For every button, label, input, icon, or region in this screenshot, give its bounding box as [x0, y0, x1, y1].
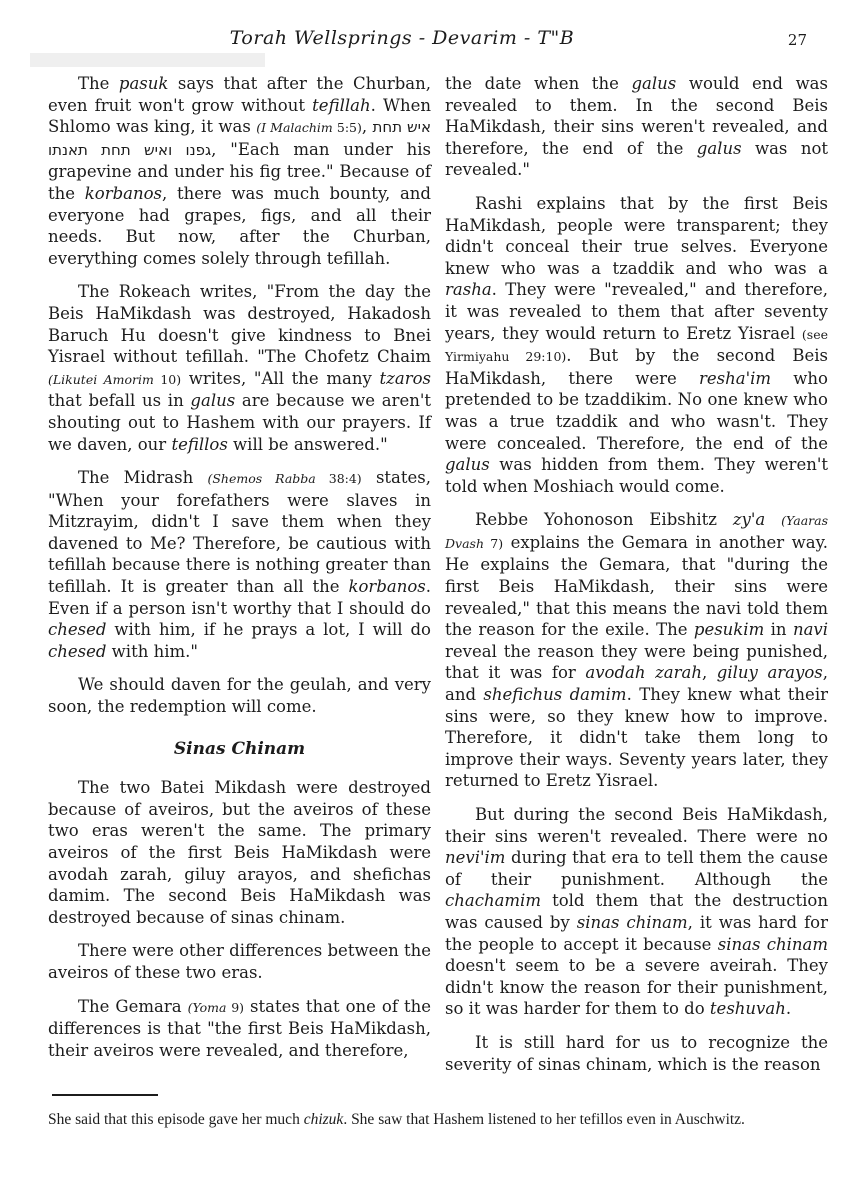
text-run: during that era to tell them the cause of their punishment. Although the [445, 848, 828, 889]
citation: (Yoma [187, 999, 227, 1015]
text-run: The Midrash [78, 468, 208, 488]
text-run: writes, "All the many [181, 368, 380, 388]
citation: (Likutei Amorim [48, 371, 154, 387]
text-run [765, 510, 781, 529]
italic-term: korbanos [348, 577, 426, 597]
left-column [48, 73, 431, 1087]
paragraph [445, 509, 828, 792]
italic-term: navi [792, 620, 828, 640]
text-run: , it was hard for the people to accept it because [445, 912, 829, 954]
text-run: We should daven for the geulah, and very soon, the redemption will come. [48, 675, 431, 717]
text-run: says that after the Churban, even fruit won't grow without [48, 74, 431, 115]
paragraph [48, 281, 431, 455]
text-run: was not revealed." [445, 138, 829, 180]
text-run: . They knew what their sins were, so they knew how to improve. Therefore, it didn't take them long to improve their ways. Seventy years later, they returned to Eretz Yisrael. [445, 685, 828, 791]
citation: 38:4) [315, 471, 362, 487]
text-run: , there was much bounty, and everyone had grapes, figs, and all their needs. But now, after the Churban, everything comes solely through tefillah. [48, 183, 431, 268]
paragraph [48, 674, 431, 717]
text-run: . But by the second Beis HaMikdash, there were [445, 346, 828, 388]
page-title: Torah Wellsprings - Devarim - T"B [229, 27, 575, 49]
italic-term: galus [631, 74, 677, 93]
text-run: in [764, 620, 793, 640]
text-run: The [78, 74, 119, 93]
italic-term: tefillah [312, 95, 371, 115]
footnote-text [48, 1107, 828, 1132]
citation: (see Yirmiyahu 29:10) [445, 326, 828, 365]
text-run: would end was revealed to them. In the second Beis HaMikdash, their sins weren't revealed, and therefore, the end of the [445, 74, 828, 158]
italic-term: rasha [445, 280, 492, 300]
text-run: explains the Gemara in another way. He explains the Gemara, that "during the first Beis HaMikdash, their sins were revealed," that this means the navi told them the reason for the exile. The [445, 532, 828, 640]
text-run: , "Each man under his grapevine and under his fig tree." Because of the [48, 139, 431, 203]
text-run: that befall us in [48, 391, 191, 411]
text-run: . When Shlomo was king, it was [48, 95, 432, 137]
text-run: The Gemara [78, 996, 188, 1016]
citation: (Yaaras Dvash [445, 513, 828, 551]
italic-term: tefillos [171, 434, 228, 454]
text-run: , [701, 663, 717, 683]
text-run: are because we aren't shouting out to Hashem with our prayers. If we daven, our [48, 391, 431, 454]
citation: (I Malachim [256, 120, 333, 136]
text-run: She said that this episode gave her much [48, 1111, 304, 1128]
italic-term: chesed [48, 641, 107, 661]
text-run: There were other differences between the aveiros of these two eras. [48, 941, 431, 982]
paragraph [445, 1032, 828, 1075]
text-run: with him, if he prays a lot, I will do [106, 620, 431, 640]
hebrew-phrase: איש תחת גפנו ואיש תחת תאנתו [48, 118, 431, 159]
text-run: , and [445, 663, 828, 705]
citation: 9) [226, 999, 245, 1015]
italic-term: tzaros [379, 368, 431, 388]
paragraph [48, 996, 431, 1062]
text-run: the date when the [445, 74, 632, 93]
paragraph [48, 940, 431, 983]
right-column [445, 73, 828, 1087]
scan-artifact [30, 53, 265, 67]
text-run: The two Batei Mikdash were destroyed because of aveiros, but the aveiros of these two eras weren't the same. The primary aveiros of the first Beis HaMikdash were avodah zarah, giluy arayos, and shefichas damim. The second Beis HaMikdash was destroyed because of sinas chinam. [48, 778, 431, 927]
italic-term: galus [190, 391, 236, 411]
italic-term: chesed [48, 620, 107, 640]
text-run: . Even if a person isn't worthy that I should do [48, 577, 431, 618]
italic-term: galus [445, 455, 490, 475]
text-run: reveal the reason they were being punished, that it was for [445, 641, 828, 683]
text-run: Rebbe Yohonoson Eibshitz [475, 510, 733, 530]
footnote-separator [52, 1094, 158, 1096]
italic-term: shefichus damim [483, 685, 627, 705]
paragraph [48, 777, 431, 928]
text-run: told them that the destruction was caused by [445, 891, 828, 932]
text-run: states, "When your forefathers were slaves in Mitzrayim, didn't I save them when they davened to Me? Therefore, be cautious with tefillah because there is nothing greater than tefillah. It is greater than all the [48, 468, 431, 597]
paragraph [48, 467, 431, 662]
italic-term: giluy arayos [716, 663, 823, 683]
page-number: 27 [787, 31, 807, 49]
italic-term: sinas chinam [576, 912, 688, 932]
italic-term: galus [696, 138, 742, 158]
italic-term: teshuvah [709, 999, 786, 1019]
text-run: . [785, 999, 792, 1019]
italic-term: pesukim [693, 620, 765, 640]
section-heading: Sinas Chinam [173, 738, 306, 759]
text-run: , [361, 117, 373, 137]
text-run: with him." [106, 641, 198, 661]
text-columns [48, 73, 828, 1087]
citation: (Shemos Rabba [207, 471, 316, 487]
text-run: states that one of the differences is that "the first Beis HaMikdash, their aveiros were revealed, and therefore, [48, 996, 431, 1060]
paragraph [445, 73, 828, 181]
italic-term: pasuk [118, 74, 169, 93]
paragraph [445, 193, 828, 497]
italic-term: korbanos [84, 183, 163, 203]
text-run: who pretended to be tzaddikim. No one knew who was a true tzaddik and who wasn't. They were concealed. Therefore, the end of the [445, 368, 828, 453]
text-run: doesn't seem to be a severe aveirah. They didn't know the reason for their punishment, so it was harder for them to do [445, 956, 828, 1019]
citation: 5:5) [332, 120, 362, 136]
text-run: It is still hard for us to recognize the severity of sinas chinam, which is the reason [445, 1032, 828, 1074]
text-run: But during the second Beis HaMikdash, their sins weren't revealed. There were no [445, 805, 828, 846]
text-run: was hidden from them. They weren't told when Moshiach would come. [445, 455, 828, 496]
text-run: Rashi explains that by the first Beis HaMikdash, people were transparent; they didn't conceal their true selves. Everyone knew who was a tzaddik and who was a [445, 193, 828, 278]
italic-term: resha'im [699, 368, 772, 388]
italic-term: zy'a [732, 510, 766, 530]
citation: 7) [484, 535, 504, 551]
italic-term: chizuk [303, 1111, 344, 1128]
citation: 10) [153, 371, 182, 387]
italic-term: nevi'im [445, 848, 506, 868]
text-run: will be answered." [227, 434, 388, 454]
italic-term: avodah zarah [585, 663, 702, 683]
paragraph [445, 804, 828, 1020]
text-run: . She saw that Hashem listened to her tefillos even in Auschwitz. [343, 1111, 745, 1128]
text-run: . They were "revealed," and therefore, it was revealed to them that after seventy years, they would return to Eretz Yisrael [445, 280, 828, 343]
italic-term: chachamim [445, 891, 541, 911]
paragraph [48, 73, 431, 269]
text-run: The Rokeach writes, "From the day the Beis HaMikdash was destroyed, Hakadosh Baruch Hu doesn't give kindness to Bnei Yisrael without tefillah. "The Chofetz Chaim [48, 282, 431, 367]
italic-term: sinas chinam [717, 934, 828, 954]
